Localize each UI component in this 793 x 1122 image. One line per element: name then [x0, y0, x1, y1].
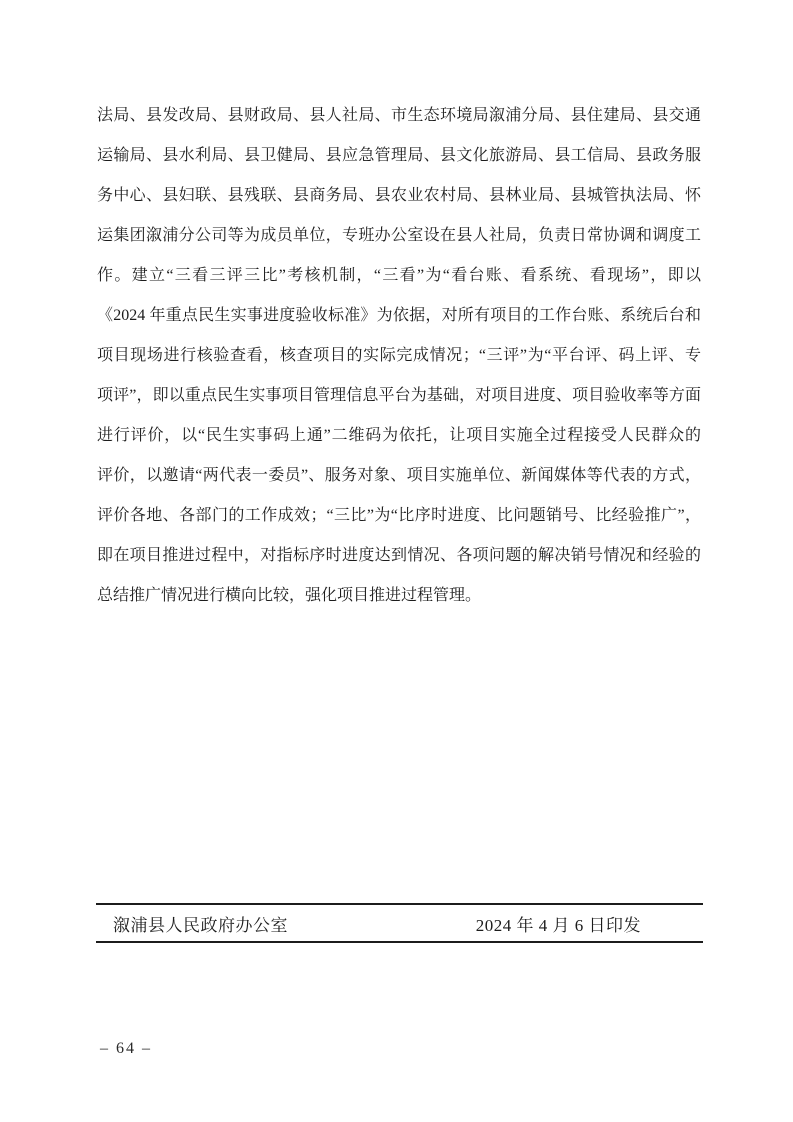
- print-date: 2024 年 4 月 6 日印发: [475, 915, 641, 935]
- body-line: 评价，以邀请“两代表一委员”、服务对象、项目实施单位、新闻媒体等代表的方式，: [97, 467, 701, 484]
- body-line: 项目现场进行核验查看，核查项目的实际完成情况；“三评”为“平台评、码上评、专: [97, 347, 701, 364]
- page-number: – 64 –: [100, 1040, 152, 1057]
- body-line: 运输局、县水利局、县卫健局、县应急管理局、县文化旅游局、县工信局、县政务服: [97, 147, 701, 164]
- body-line: 《2024 年重点民生实事进度验收标准》为依据，对所有项目的工作台账、系统后台和: [97, 307, 701, 324]
- body-line: 评价各地、各部门的工作成效；“三比”为“比序时进度、比问题销号、比经验推广”，: [97, 507, 701, 524]
- body-line: 务中心、县妇联、县残联、县商务局、县农业农村局、县林业局、县城管执法局、怀: [97, 187, 701, 204]
- body-line: 即在项目推进过程中，对指标序时进度达到情况、各项问题的解决销号情况和经验的: [97, 547, 701, 564]
- body-paragraph: [97, 96, 701, 616]
- body-line: 总结推广情况进行横向比较，强化项目推进过程管理。: [97, 587, 482, 604]
- body-line: 法局、县发改局、县财政局、县人社局、市生态环境局溆浦分局、县住建局、县交通: [97, 107, 701, 124]
- body-line: 运集团溆浦分公司等为成员单位，专班办公室设在县人社局，负责日常协调和调度工: [97, 227, 701, 244]
- body-line: 作。建立“三看三评三比”考核机制，“三看”为“看台账、看系统、看现场”，即以: [97, 267, 701, 284]
- body-line: 项评”，即以重点民生实事项目管理信息平台为基础，对项目进度、项目验收率等方面: [97, 387, 701, 404]
- body-line: 进行评价，以“民生实事码上通”二维码为依托，让项目实施全过程接受人民群众的: [97, 427, 701, 444]
- colophon-box: [96, 903, 703, 943]
- issuing-office: 溆浦县人民政府办公室: [113, 915, 288, 935]
